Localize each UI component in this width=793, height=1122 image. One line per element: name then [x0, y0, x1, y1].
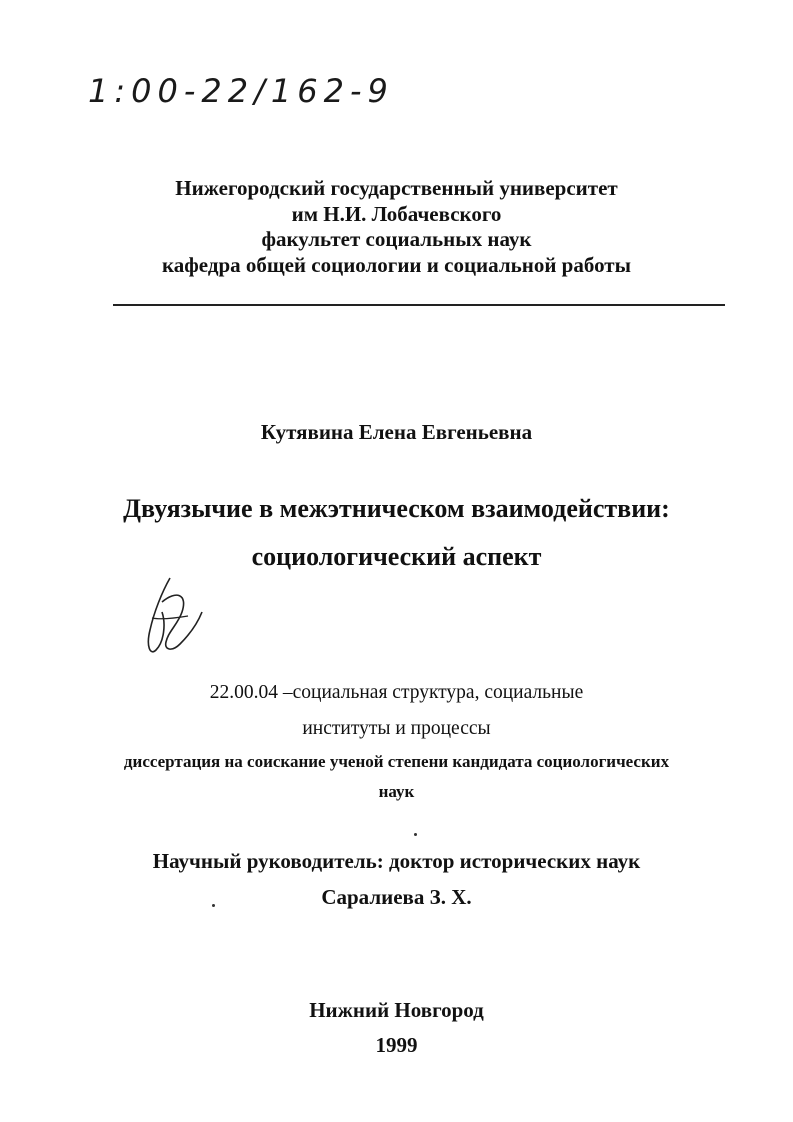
- place-and-year: [0, 993, 793, 1063]
- header-divider: [113, 304, 725, 306]
- dissertation-title: [0, 485, 793, 581]
- institution-block: [0, 176, 793, 278]
- supervisor-line-1: Научный руководитель: доктор исторических наук: [152, 849, 641, 873]
- title-line-2: социологический аспект: [251, 542, 542, 571]
- title-line-1: Двуязычие в межэтническом взаимодействии:: [123, 494, 670, 523]
- degree-line-2: наук: [378, 782, 415, 801]
- author-name: Кутявина Елена Евгеньевна: [260, 420, 533, 444]
- degree-line-1: диссертация на соискание ученой степени кандидата социологических: [123, 752, 670, 771]
- scan-speck: [414, 833, 417, 836]
- specialty-line-1: 22.00.04 –социальная структура, социальные: [209, 682, 584, 703]
- specialty-block: [0, 675, 793, 747]
- faculty-name: факультет социальных наук: [261, 227, 532, 251]
- supervisor-block: [0, 843, 793, 915]
- library-shelfmark: 1:00-22/162-9: [88, 72, 394, 110]
- signature-icon: [136, 572, 216, 662]
- university-named-after: им Н.И. Лобачевского: [291, 201, 502, 226]
- year: 1999: [375, 1033, 418, 1057]
- supervisor-name: Саралиева З. Х.: [321, 885, 472, 909]
- city-name: Нижний Новгород: [309, 998, 484, 1022]
- degree-statement: [0, 747, 793, 807]
- university-name: Нижегородский государственный университет: [175, 176, 618, 200]
- department-name: кафедра общей социологии и социальной работы: [161, 252, 632, 277]
- specialty-line-2: институты и процессы: [302, 718, 491, 739]
